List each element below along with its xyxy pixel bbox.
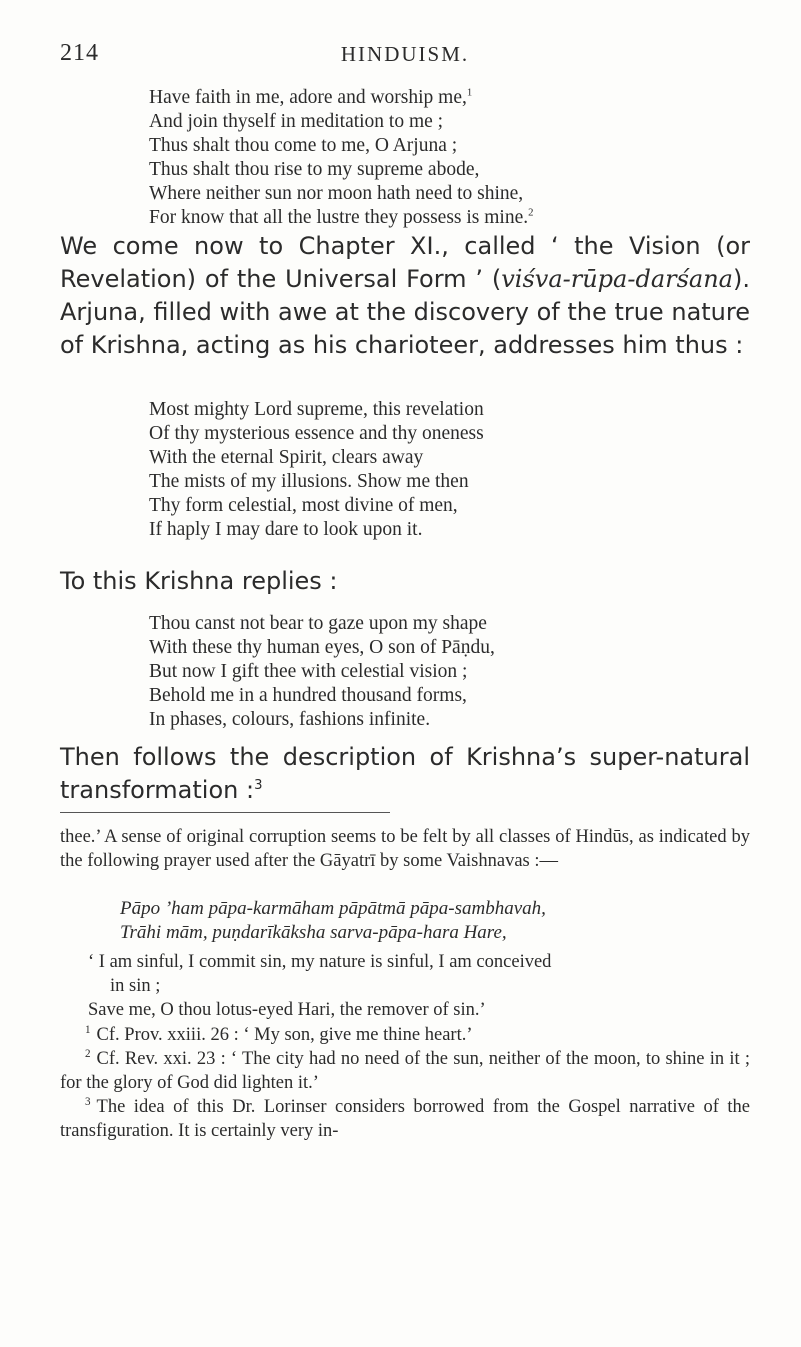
- footnote: $^1$ Cf. Prov. xxiii. 26 : ‘ My son, give me thine heart.’: [85, 1023, 473, 1045]
- verse-line: In phases, colours, fashions infinite.: [149, 709, 431, 730]
- sanskrit-term: viśva-rūpa-darśana: [501, 265, 733, 293]
- verse-line: Thy form celestial, most divine of men,: [149, 495, 458, 516]
- verse-line: Thus shalt thou come to me, O Arjuna ;: [149, 135, 458, 156]
- verse-block-1: [149, 86, 534, 230]
- page-header: [60, 40, 750, 70]
- translation-line: Save me, O thou lotus-eyed Hari, the remover of sin.’: [88, 1000, 486, 1020]
- verse-line: If haply I may dare to look upon it.: [149, 519, 423, 540]
- footnote-ref: 2: [528, 206, 534, 219]
- verse-block-3: [149, 612, 495, 732]
- footnote-ref: 3: [254, 778, 263, 793]
- translation-line: in sin ;: [110, 976, 161, 996]
- verse-line: The mists of my illusions. Show me then: [149, 471, 469, 492]
- prayer-translation: [88, 950, 748, 1022]
- verse-line: Where neither sun nor moon hath need to shine,: [149, 183, 524, 204]
- footnote-ref: 1: [466, 86, 473, 99]
- prayer-line: Trāhi mām, puṇdarīkāksha sarva-pāpa-hara Hare,: [120, 922, 507, 943]
- paragraph-krishna-replies: To this Krishna replies :: [60, 567, 338, 595]
- verse-line: Thou canst not bear to gaze upon my shape: [149, 613, 487, 634]
- continued-note: thee.’ A sense of original corruption seems to be felt by all classes of Hindūs, as indicated by the following prayer used after the Gāyatrī by some Vaishnavas :—: [60, 827, 750, 871]
- footnote-number: 3: [85, 1095, 91, 1108]
- verse-line: With these thy human eyes, O son of Pāṇdu,: [149, 637, 495, 658]
- footnote-number: 2: [85, 1047, 91, 1060]
- verse-line: Thus shalt thou rise to my supreme abode,: [149, 159, 480, 180]
- verse-line: And join thyself in meditation to me ;: [149, 111, 444, 132]
- verse-block-2: [149, 398, 484, 542]
- verse-line: But now I gift thee with celestial vision ;: [149, 661, 468, 682]
- verse-line: For know that all the lustre they possess is mine.$^2$: [149, 206, 534, 228]
- prayer-line: Pāpo ’ham pāpa-karmāham pāpātmā pāpa-sambhavah,: [120, 898, 546, 919]
- footnote: $^2$ Cf. Rev. xxi. 23 : ‘ The city had no need of the sun, neither of the moon, to shine in it ; for the glory of God did lighten it.’: [60, 1047, 750, 1093]
- footnote-divider: [60, 812, 390, 813]
- paragraph-chapter-xi: We come now to Chapter XI., called ‘ the Vision (or Revelation) of the Universal Form ’ (viśva-rūpa-darśana). Arjuna, filled with awe at the discovery of the true nature of Krishna, acting as his charioteer, addresses him thus :: [60, 232, 750, 359]
- footnote: $^3$ The idea of this Dr. Lorinser considers borrowed from the Gospel narrative of the transfiguration. It is certainly very in-: [60, 1095, 750, 1141]
- verse-line: Most mighty Lord supreme, this revelation: [149, 399, 484, 420]
- sanskrit-prayer: [120, 897, 546, 945]
- verse-line: Have faith in me, adore and worship me,$^1$: [149, 86, 473, 108]
- footnote-number: 1: [85, 1023, 91, 1036]
- footnotes: [60, 1023, 750, 1143]
- translation-line: ‘ I am sinful, I commit sin, my nature is sinful, I am conceived: [88, 952, 552, 972]
- verse-line: With the eternal Spirit, clears away: [149, 447, 424, 468]
- running-head: HINDUISM.: [340, 42, 470, 66]
- paragraph-transformation: Then follows the description of Krishna’s super-natural transformation :$^3$: [60, 743, 750, 804]
- verse-line: Behold me in a hundred thousand forms,: [149, 685, 467, 706]
- page-number: 214: [60, 40, 99, 66]
- verse-line: Of thy mysterious essence and thy oneness: [149, 423, 484, 444]
